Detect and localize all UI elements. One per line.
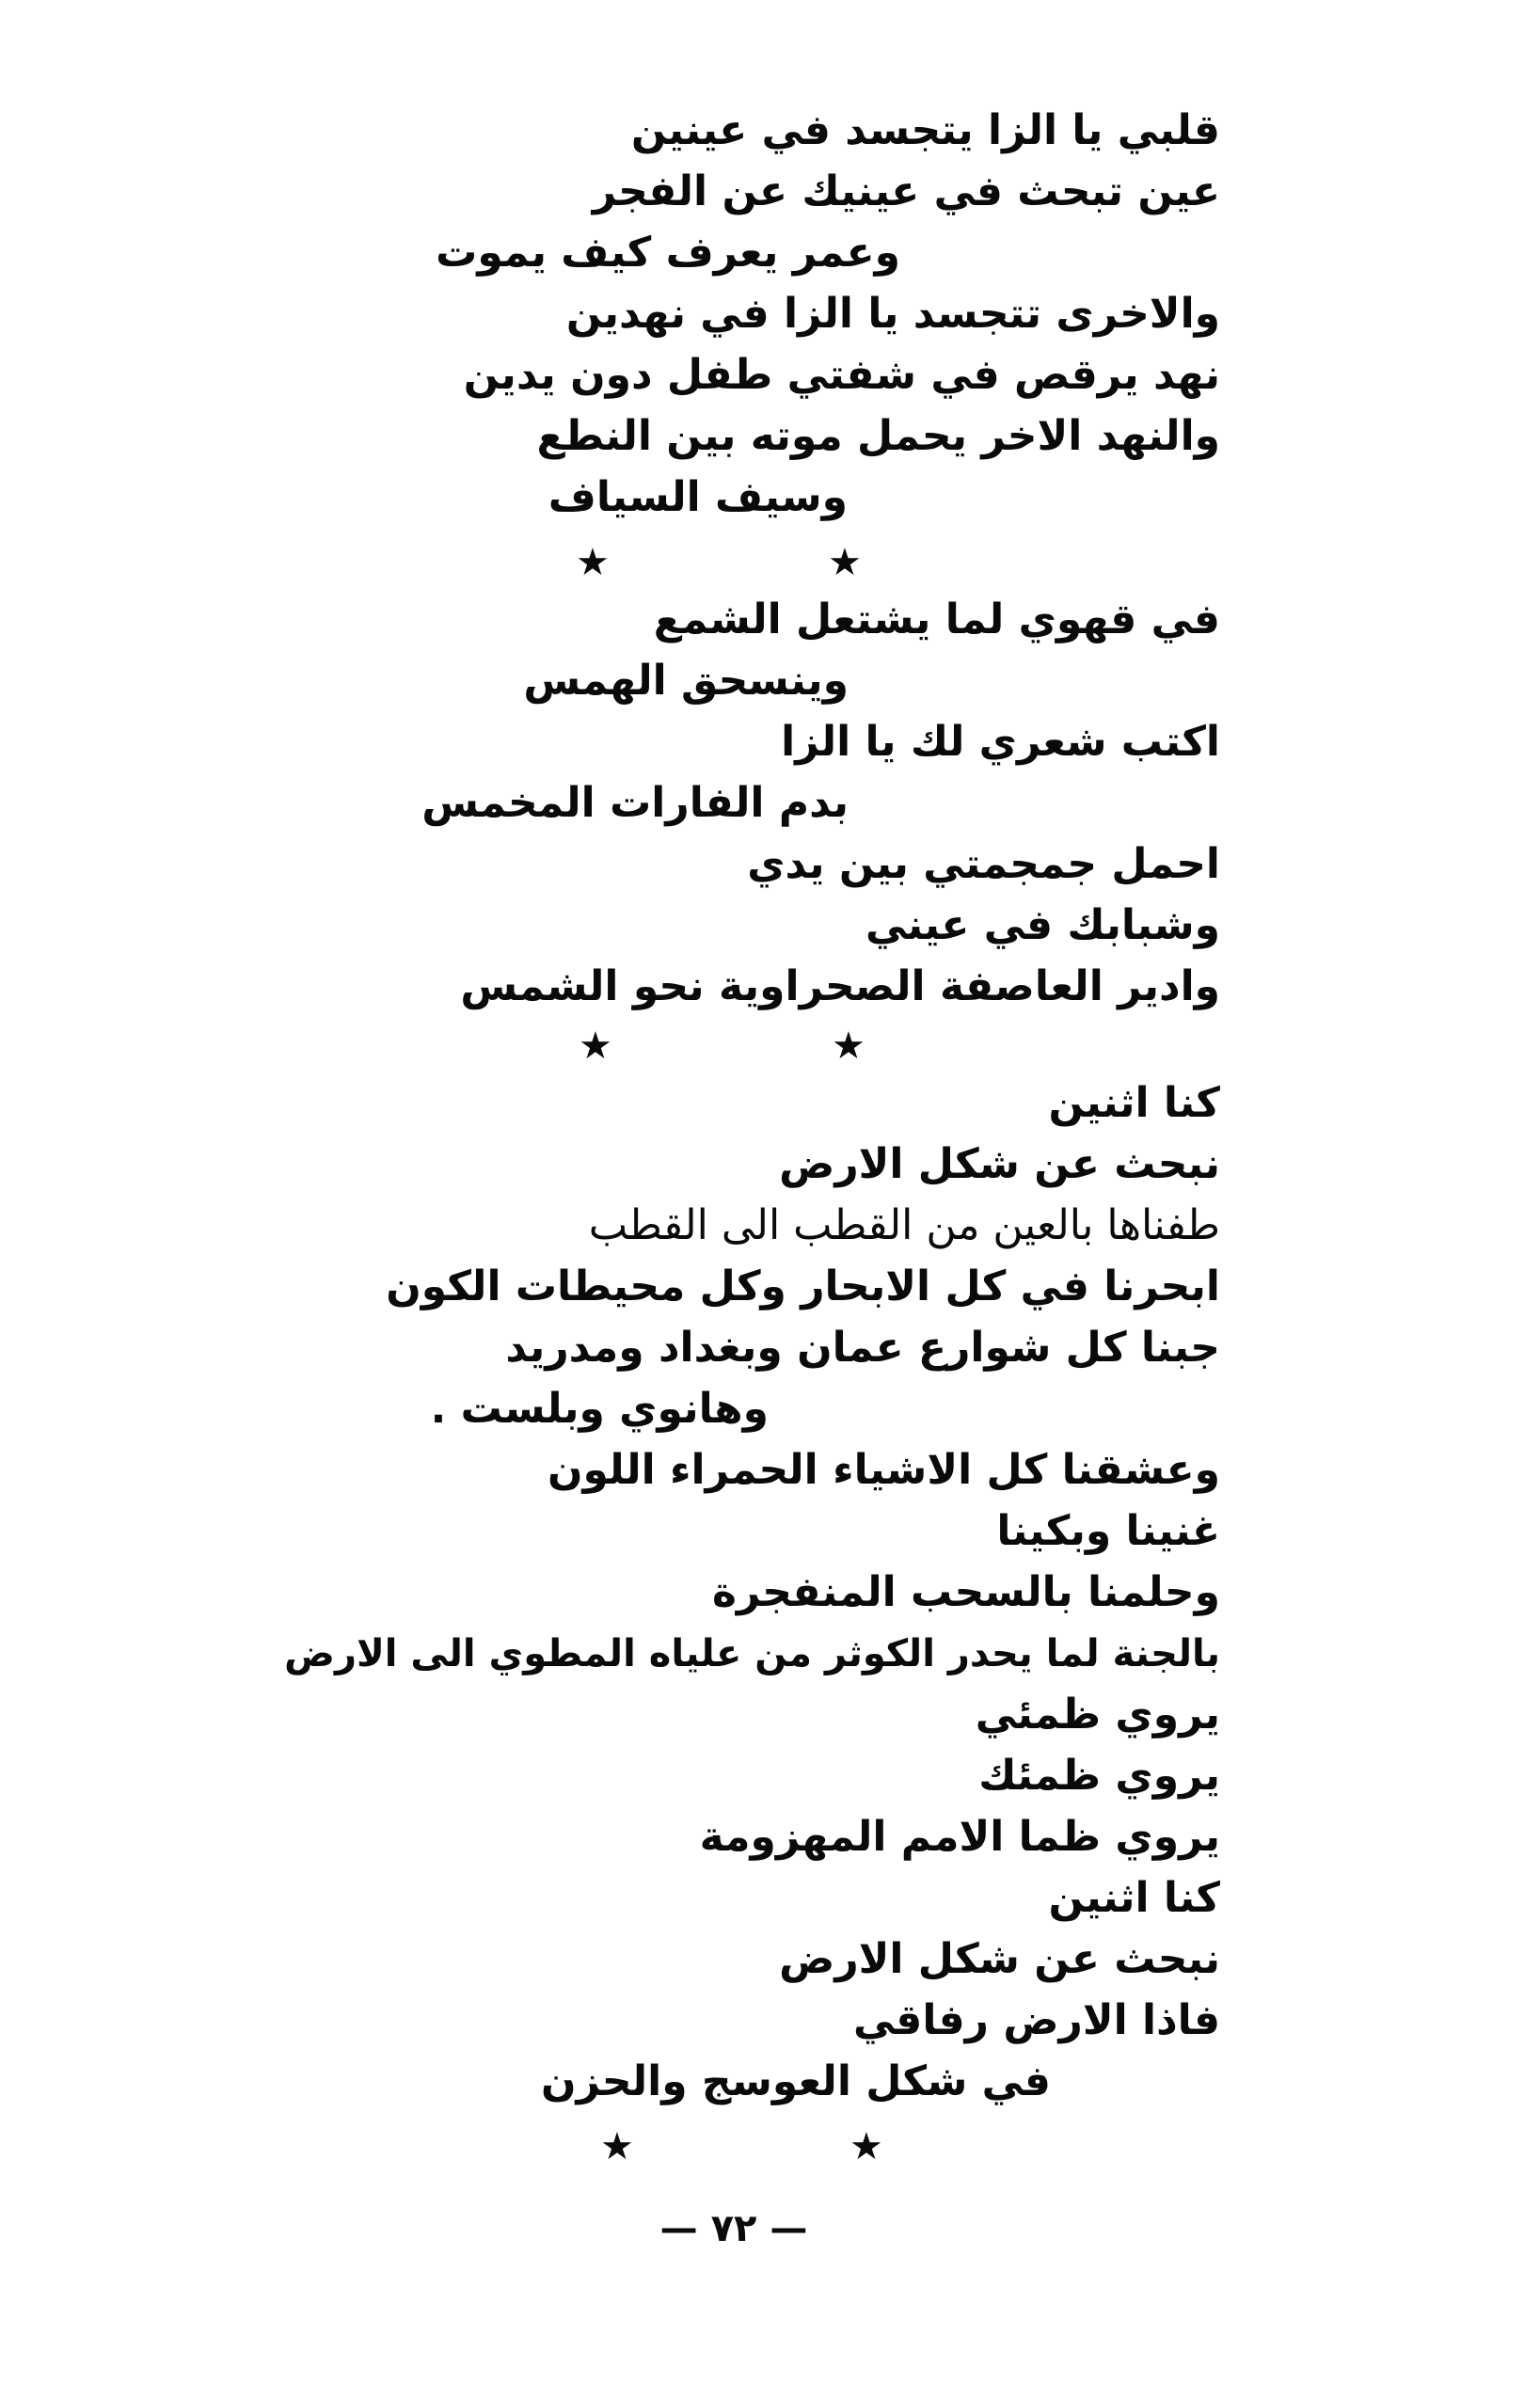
verse-line: جبنا كل شوارع عمان وبغداد ومدريد bbox=[505, 1324, 1220, 1372]
verse-line: نبحث عن شكل الارض bbox=[779, 1935, 1220, 1983]
verse-line: وعشقنا كل الاشياء الحمراء اللون bbox=[547, 1446, 1220, 1494]
verse-line: كنا اثنين bbox=[1048, 1079, 1220, 1127]
verse-line: وحلمنا بالسحب المنفجرة bbox=[711, 1568, 1220, 1616]
verse-line: وادير العاصفة الصحراوية نحو الشمس bbox=[460, 962, 1220, 1010]
verse-line: نبحث عن شكل الارض bbox=[779, 1140, 1220, 1188]
verse-line: وهانوي وبلست . bbox=[430, 1385, 769, 1433]
verse-line: في شكل العوسج والحزن bbox=[540, 2057, 1051, 2105]
verse-line: قلبي يا الزا يتجسد في عينين bbox=[630, 106, 1220, 154]
verse-line: وعمر يعرف كيف يموت bbox=[436, 229, 900, 277]
verse-line: والنهد الاخر يحمل موته بين النطع bbox=[536, 412, 1220, 460]
verse-line: ابحرنا في كل الابحار وكل محيطات الكون bbox=[386, 1262, 1220, 1310]
verse-line: كنا اثنين bbox=[1048, 1874, 1220, 1922]
star-icon: ★ bbox=[832, 1024, 865, 1068]
verse-line: في قهوي لما يشتعل الشمع bbox=[653, 596, 1220, 643]
verse-line: نهد يرقص في شفتي طفل دون يدين bbox=[463, 351, 1220, 399]
verse-line: غنينا وبكينا bbox=[996, 1507, 1220, 1555]
verse-line: بالجنة لما يحدر الكوثر من علياه المطوي الى الارض bbox=[284, 1632, 1220, 1675]
stanza-separator bbox=[0, 2125, 1540, 2168]
verse-line: وسيف السياف bbox=[548, 473, 848, 521]
star-icon: ★ bbox=[828, 541, 862, 584]
verse-line: يروي ظمئك bbox=[978, 1752, 1220, 1800]
verse-line: وشبابك في عيني bbox=[865, 901, 1220, 949]
verse-line: يروي ظما الامم المهزومة bbox=[699, 1813, 1220, 1861]
verse-line: اكتب شعري لك يا الزا bbox=[781, 718, 1220, 766]
verse-line: بدم الفارات المخمس bbox=[421, 779, 849, 827]
star-icon: ★ bbox=[849, 2125, 883, 2168]
verse-line: فاذا الارض رفاقي bbox=[853, 1996, 1220, 2044]
verse-line: احمل جمجمتي بين يدي bbox=[747, 840, 1220, 888]
verse-line: والاخرى تتجسد يا الزا في نهدين bbox=[565, 290, 1220, 338]
verse-line: طفناها بالعين من القطب الى القطب bbox=[588, 1201, 1220, 1249]
page-number: — ٧٢ — bbox=[659, 2207, 808, 2250]
star-icon: ★ bbox=[576, 541, 610, 584]
verse-line: عين تبحث في عينيك عن الفجر bbox=[592, 167, 1220, 215]
star-icon: ★ bbox=[600, 2125, 634, 2168]
verse-line: يروي ظمئي bbox=[975, 1691, 1220, 1739]
stanza-separator bbox=[0, 541, 1540, 584]
verse-line: وينسحق الهمس bbox=[523, 657, 849, 705]
star-icon: ★ bbox=[579, 1024, 612, 1068]
stanza-separator bbox=[0, 1024, 1540, 1068]
